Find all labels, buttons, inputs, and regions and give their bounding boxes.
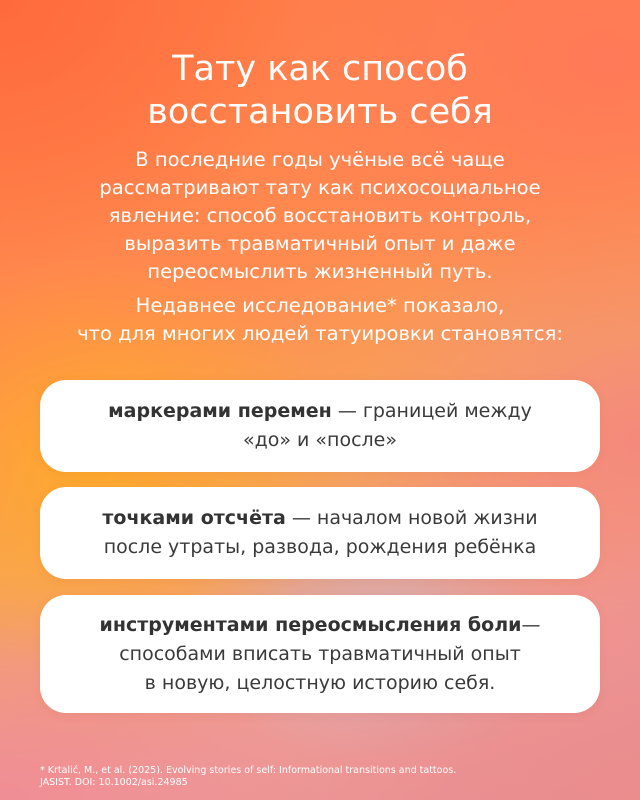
footnote-line: * Krtalić, M., et al. (2025). Evolving stories of self: Informational transitions and tattoos.	[40, 765, 457, 776]
lead-line: что для многих людей татуировки становятся:	[77, 322, 563, 345]
card-description: в новую, целостную историю себя.	[144, 671, 496, 694]
card-starting-points	[40, 487, 600, 579]
title-line-2: восстановить себя	[147, 92, 493, 132]
card-description: «до» и «после»	[242, 429, 397, 451]
footnote-line: JASIST. DOI: 10.1002/asi.24985	[40, 777, 188, 788]
card-text	[70, 611, 571, 698]
card-description: после утраты, развода, рождения ребёнка	[103, 536, 537, 558]
card-term: точками отсчёта	[102, 507, 286, 529]
title-line-1: Тату как способ	[172, 49, 468, 89]
card-term: маркерами перемен	[108, 400, 332, 422]
citation-footnote	[40, 765, 600, 789]
card-change-markers	[40, 380, 600, 472]
intro-line: выразить травматичный опыт и даже	[124, 232, 516, 255]
lead-line: Недавнее исследование* показало,	[135, 294, 505, 317]
page-title	[0, 48, 640, 134]
card-pain-reframing	[40, 595, 600, 713]
card-text	[78, 397, 562, 455]
intro-line: явление: способ восстановить контроль,	[108, 204, 532, 227]
intro-line: переосмыслить жизненный путь.	[147, 260, 493, 283]
intro-line: рассматривают тату как психосоциальное	[99, 176, 541, 199]
card-description: —	[521, 613, 541, 636]
card-description: — границей между	[331, 400, 532, 422]
intro-paragraph	[30, 146, 610, 286]
intro-line: В последние годы учёные всё чаще	[135, 148, 505, 171]
card-text	[72, 504, 567, 562]
card-description: — началом новой жизни	[285, 507, 538, 529]
card-description: способами вписать травматичный опыт	[119, 642, 521, 665]
card-term: инструментами переосмысления боли	[99, 613, 522, 636]
study-lead-paragraph	[30, 292, 610, 348]
